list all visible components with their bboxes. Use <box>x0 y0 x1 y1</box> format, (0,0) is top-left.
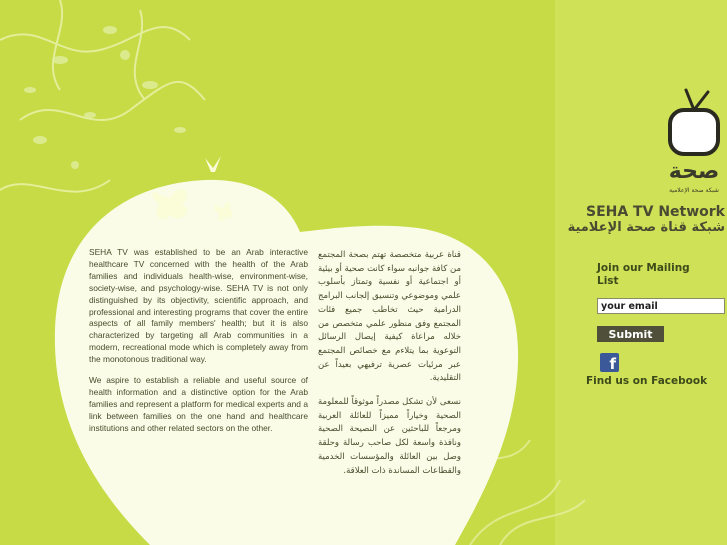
mailing-list-title: Join our Mailing List <box>597 262 690 287</box>
facebook-link[interactable]: Find us on Facebook <box>586 375 708 387</box>
network-name-arabic: شبكة قناة صحة الإعلامية <box>567 220 725 235</box>
svg-text:شبكة صحة الإعلامية: شبكة صحة الإعلامية <box>669 187 719 194</box>
about-arabic-paragraph-2: نسعى لأن تشكل مصدراً موثوقاً للمعلومة الصحية وخياراً مميزاً للعائلة العربية ومرجعاً للباحثين عن النصيحة الصحية ونافذة واسعة لكل صاحب رسالة وحلقة وصل بين العائلة والمؤسسات الخدمية والقطاعات المساندة ذات العلاقة. <box>318 397 461 476</box>
about-arabic-paragraph-1: قناة عربية متخصصة تهتم بصحة المجتمع من كافة جوانبه سواء كانت صحية أو بيئية أو اجتماعية أو نفسية وتمتاز بأسلوب علمي وموضوعي وتنسيق إلجانب البرامج الدرامية حيث تخاطب جميع فئات المجتمع وفق منظور علمي متخصص من خلاله مراعاة كيفية إيصال الرسائل التوعوية بما يتلاءم مع خصائص المجتمع عبر مرئيات عصرية ترفيهي بعيداً عن التقليدية. <box>318 250 461 384</box>
about-english <box>89 247 308 444</box>
network-name-english: SEHA TV Network <box>585 204 725 220</box>
submit-button[interactable]: Submit <box>597 326 664 342</box>
about-english-paragraph-1: SEHA TV was established to be an Arab interactive healthcare TV concerned with the health of the Arab families and individuals health-wise, environment-wise, society-wise, and psychology-wise. SEHA TV is not only distinguished by its objectivity, scientific approach, and professional and interesting programs that cover the entire aspects of all family members' health; but it is also characterized by targeting all Arab communities in a modern, recreational mode which is completely away from the monotonous traditional way. <box>89 247 308 365</box>
email-input[interactable] <box>597 298 725 314</box>
svg-text:صحة: صحة <box>668 159 720 184</box>
about-arabic <box>318 249 461 488</box>
about-english-paragraph-2: We aspire to establish a reliable and useful source of health information and a distinctive option for the Arab families and represent a platform for medical experts and a link between families on the one hand and healthcare institutions and other related sectors on the other. <box>89 375 308 433</box>
facebook-icon[interactable]: f <box>600 353 619 372</box>
tv-logo-icon <box>664 88 724 196</box>
